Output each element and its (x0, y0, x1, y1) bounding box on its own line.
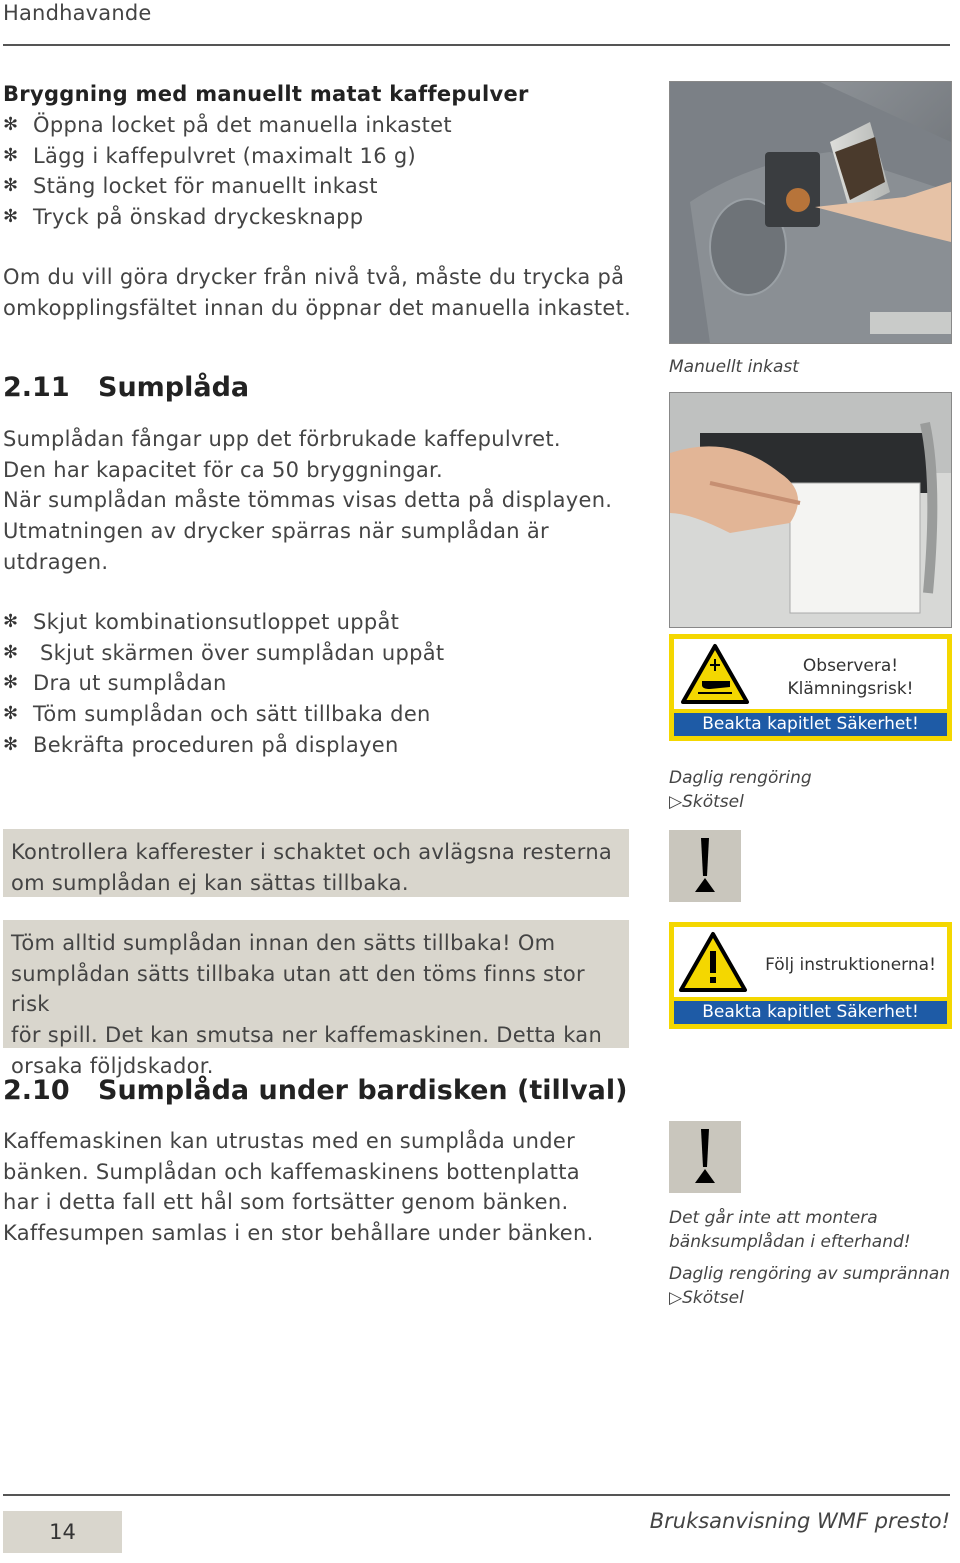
photo-grounds-drawer-illustration (670, 393, 951, 627)
warning2-footer: Beakta kapitlet Säkerhet! (674, 1001, 947, 1024)
step: ✻ Skjut kombinationsutloppet uppåt (3, 607, 444, 638)
photo1-caption: Manuellt inkast (669, 357, 799, 377)
ref1-link[interactable]: ▷Skötsel (669, 792, 744, 812)
manual-steps (3, 110, 452, 233)
header-rule (3, 44, 950, 46)
ref2-link[interactable]: ▷Skötsel (669, 1288, 744, 1308)
manual-step: ✻ Stäng locket för manuellt inkast (3, 171, 452, 202)
bullet-icon: ✻ (3, 144, 19, 166)
bullet-icon: ✻ (3, 733, 19, 755)
manual-step: ✻ Öppna locket på det manuella inkastet (3, 110, 452, 141)
warning1-line1: Observera! (802, 656, 899, 676)
ref1: Daglig rengöring ▷Skötsel (669, 768, 812, 812)
bullet-icon: ✻ (3, 114, 19, 135)
bullet-icon: ✻ (3, 206, 19, 228)
section-211-steps (3, 607, 444, 761)
step: ✻ Bekräfta proceduren på displayen (3, 730, 444, 761)
step: ✻ Skjut skärmen över sumplådan uppåt (3, 638, 444, 669)
bullet-icon: ✻ (3, 703, 19, 725)
doc-title: Bruksanvisning WMF presto! (649, 1509, 950, 1533)
manual-step: ✻ Tryck på önskad dryckesknapp (3, 202, 452, 233)
note-box-check: Kontrollera kafferester i schaktet och avlägsna resterna om sumplådan ej kan sättas tillbaka. (3, 829, 629, 897)
footer-rule (3, 1494, 950, 1496)
triangle-right-icon: ▷ (669, 1288, 683, 1308)
section-210-paragraph: Kaffemaskinen kan utrustas med en sumplåda under bänken. Sumplådan och kaffemaskinens bottenplatta har i detta fall ett hål som fortsätter genom bänken. Kaffesumpen samlas i en stor behållare under bänken. (3, 1129, 594, 1246)
section-210-heading: 2.10 Sumplåda under bardisken (tillval) (3, 1075, 628, 1106)
warning-pinch (669, 634, 952, 741)
photo-manual-inlet (669, 81, 952, 344)
manual-heading: Bryggning med manuellt matat kaffepulver (3, 82, 529, 106)
note-box-empty: Töm alltid sumplådan innan den sätts tillbaka! Om sumplådan sätts tillbaka utan att den töms finns stor risk för spill. Det kan smutsa ner kaffemaskinen. Detta kan orsaka följdskador. (3, 920, 629, 1048)
warning1-line2: Klämningsrisk! (787, 679, 914, 699)
photo-manual-inlet-illustration (670, 82, 951, 343)
triangle-right-icon: ▷ (669, 792, 683, 812)
section-211-paragraph: Sumplådan fångar upp det förbrukade kaffepulvret. Den har kapacitet för ca 50 bryggningar. När sumplådan måste tömmas visas detta på displayen. Utmatningen av drycker spärras när sumplådan är utdragen. (3, 427, 613, 574)
photo-grounds-drawer (669, 392, 952, 628)
warning2-line1: Följ instruktionerna! (765, 955, 936, 975)
step: ✻ Dra ut sumplådan (3, 668, 444, 699)
bullet-icon: ✻ (3, 641, 19, 663)
warning-instructions (669, 922, 952, 1029)
section-211-heading: 2.11 Sumplåda (3, 372, 250, 403)
bullet-icon: ✻ (3, 175, 19, 197)
bullet-icon: ✻ (3, 611, 19, 632)
exclamation-icon (669, 1121, 741, 1193)
step: ✻ Töm sumplådan och sätt tillbaka den (3, 699, 444, 730)
exclamation-icon (669, 830, 741, 902)
manual-step: ✻ Lägg i kaffepulvret (maximalt 16 g) (3, 141, 452, 172)
ref2: Daglig rengöring av sumprännan ▷Skötsel (669, 1264, 951, 1308)
page-header: Handhavande (3, 1, 152, 25)
warning-triangle-icon (678, 931, 748, 993)
page-number: 14 (3, 1511, 122, 1553)
bullet-icon: ✻ (3, 672, 19, 694)
note3: Det går inte att montera bänksumplådan i efterhand! (669, 1208, 911, 1252)
warning1-footer: Beakta kapitlet Säkerhet! (674, 713, 947, 736)
pinch-hazard-icon (680, 643, 750, 705)
manual-note: Om du vill göra drycker från nivå två, måste du trycka på omkopplingsfältet innan du öppnar det manuella inkastet. (3, 265, 632, 320)
